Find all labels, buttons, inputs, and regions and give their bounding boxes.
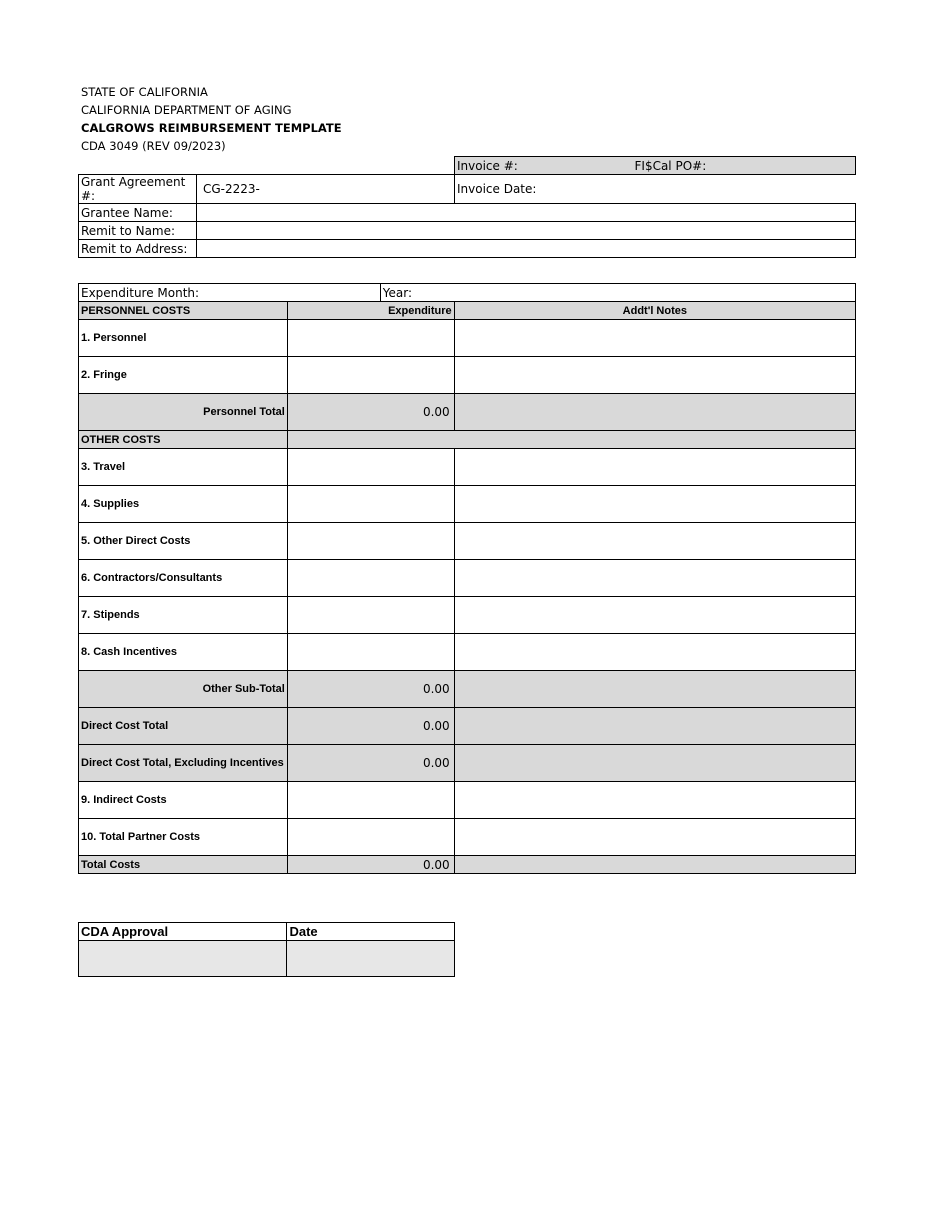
fringe-notes-input[interactable] bbox=[454, 357, 855, 394]
contractors-notes-input[interactable] bbox=[454, 560, 855, 597]
fiscal-po-label: FI$Cal PO#: bbox=[634, 158, 707, 173]
personnel-expenditure-input[interactable] bbox=[287, 320, 454, 357]
personnel-notes-input[interactable] bbox=[454, 320, 855, 357]
other-direct-label: 5. Other Direct Costs bbox=[79, 523, 288, 560]
table-row bbox=[79, 708, 856, 745]
other-direct-expenditure-input[interactable] bbox=[287, 523, 454, 560]
other-subtotal-notes[interactable] bbox=[454, 671, 855, 708]
other-costs-header: OTHER COSTS bbox=[79, 431, 288, 449]
travel-notes-input[interactable] bbox=[454, 449, 855, 486]
invoice-number-label: Invoice #: bbox=[457, 158, 518, 173]
invoice-number-field[interactable] bbox=[455, 157, 633, 175]
table-row bbox=[79, 357, 856, 394]
approval-date-label: Date bbox=[287, 923, 455, 941]
remit-name-input[interactable] bbox=[197, 222, 856, 240]
invoice-block bbox=[454, 156, 856, 175]
indirect-expenditure-input[interactable] bbox=[287, 782, 454, 819]
other-subtotal-value: 0.00 bbox=[287, 671, 454, 708]
direct-excl-value: 0.00 bbox=[287, 745, 454, 782]
direct-excl-notes[interactable] bbox=[454, 745, 855, 782]
expenditure-month-label: Expenditure Month: bbox=[81, 285, 200, 300]
indirect-label: 9. Indirect Costs bbox=[79, 782, 288, 819]
table-row bbox=[79, 856, 856, 874]
grantee-input[interactable] bbox=[197, 204, 856, 222]
cda-approval-input[interactable] bbox=[79, 941, 287, 977]
supplies-notes-input[interactable] bbox=[454, 486, 855, 523]
partner-expenditure-input[interactable] bbox=[287, 819, 454, 856]
state-heading: STATE OF CALIFORNIA bbox=[81, 85, 208, 99]
grant-info-table bbox=[78, 174, 856, 258]
supplies-expenditure-input[interactable] bbox=[287, 486, 454, 523]
grantee-label: Grantee Name: bbox=[79, 204, 197, 222]
contractors-expenditure-input[interactable] bbox=[287, 560, 454, 597]
direct-total-notes[interactable] bbox=[454, 708, 855, 745]
fringe-label: 2. Fringe bbox=[79, 357, 288, 394]
notes-header: Addt'l Notes bbox=[454, 302, 855, 320]
table-row bbox=[79, 560, 856, 597]
table-row bbox=[79, 486, 856, 523]
partner-notes-input[interactable] bbox=[454, 819, 855, 856]
personnel-total-label: Personnel Total bbox=[79, 394, 288, 431]
total-costs-label: Total Costs bbox=[79, 856, 288, 874]
table-row bbox=[79, 394, 856, 431]
travel-label: 3. Travel bbox=[79, 449, 288, 486]
fiscal-po-field[interactable] bbox=[633, 157, 856, 175]
other-costs-header-fill bbox=[287, 431, 855, 449]
direct-total-value: 0.00 bbox=[287, 708, 454, 745]
remit-address-input[interactable] bbox=[197, 240, 856, 258]
personnel-costs-header: PERSONNEL COSTS bbox=[79, 302, 288, 320]
personnel-total-value: 0.00 bbox=[287, 394, 454, 431]
expenditure-month-field[interactable] bbox=[79, 284, 381, 302]
cash-incentives-notes-input[interactable] bbox=[454, 634, 855, 671]
remit-name-label: Remit to Name: bbox=[79, 222, 197, 240]
direct-excl-label: Direct Cost Total, Excluding Incentives bbox=[79, 745, 288, 782]
table-row bbox=[79, 782, 856, 819]
travel-expenditure-input[interactable] bbox=[287, 449, 454, 486]
table-row bbox=[79, 671, 856, 708]
personnel-label: 1. Personnel bbox=[79, 320, 288, 357]
cda-approval-label: CDA Approval bbox=[79, 923, 287, 941]
form-id: CDA 3049 (REV 09/2023) bbox=[81, 139, 226, 153]
budget-table bbox=[78, 283, 856, 874]
indirect-notes-input[interactable] bbox=[454, 782, 855, 819]
form-title: CALGROWS REIMBURSEMENT TEMPLATE bbox=[81, 121, 342, 135]
table-row bbox=[79, 449, 856, 486]
contractors-label: 6. Contractors/Consultants bbox=[79, 560, 288, 597]
stipends-label: 7. Stipends bbox=[79, 597, 288, 634]
personnel-total-notes[interactable] bbox=[454, 394, 855, 431]
cash-incentives-label: 8. Cash Incentives bbox=[79, 634, 288, 671]
approval-table bbox=[78, 922, 455, 977]
direct-total-label: Direct Cost Total bbox=[79, 708, 288, 745]
table-row bbox=[79, 634, 856, 671]
total-costs-notes[interactable] bbox=[454, 856, 855, 874]
expenditure-header: Expenditure bbox=[287, 302, 454, 320]
department-heading: CALIFORNIA DEPARTMENT OF AGING bbox=[81, 103, 292, 117]
stipends-notes-input[interactable] bbox=[454, 597, 855, 634]
invoice-date-field[interactable] bbox=[455, 175, 856, 204]
stipends-expenditure-input[interactable] bbox=[287, 597, 454, 634]
table-row bbox=[79, 320, 856, 357]
table-row bbox=[79, 597, 856, 634]
year-field[interactable] bbox=[380, 284, 855, 302]
partner-label: 10. Total Partner Costs bbox=[79, 819, 288, 856]
table-row bbox=[79, 745, 856, 782]
table-row bbox=[79, 819, 856, 856]
table-row bbox=[79, 523, 856, 560]
other-subtotal-label: Other Sub-Total bbox=[79, 671, 288, 708]
remit-address-label: Remit to Address: bbox=[79, 240, 197, 258]
agreement-label: Grant Agreement #: bbox=[79, 175, 197, 204]
total-costs-value: 0.00 bbox=[287, 856, 454, 874]
supplies-label: 4. Supplies bbox=[79, 486, 288, 523]
invoice-date-label: Invoice Date: bbox=[457, 182, 537, 196]
approval-date-input[interactable] bbox=[287, 941, 455, 977]
fringe-expenditure-input[interactable] bbox=[287, 357, 454, 394]
other-direct-notes-input[interactable] bbox=[454, 523, 855, 560]
cash-incentives-expenditure-input[interactable] bbox=[287, 634, 454, 671]
year-label: Year: bbox=[382, 285, 412, 300]
agreement-input[interactable]: CG-2223- bbox=[197, 175, 455, 204]
